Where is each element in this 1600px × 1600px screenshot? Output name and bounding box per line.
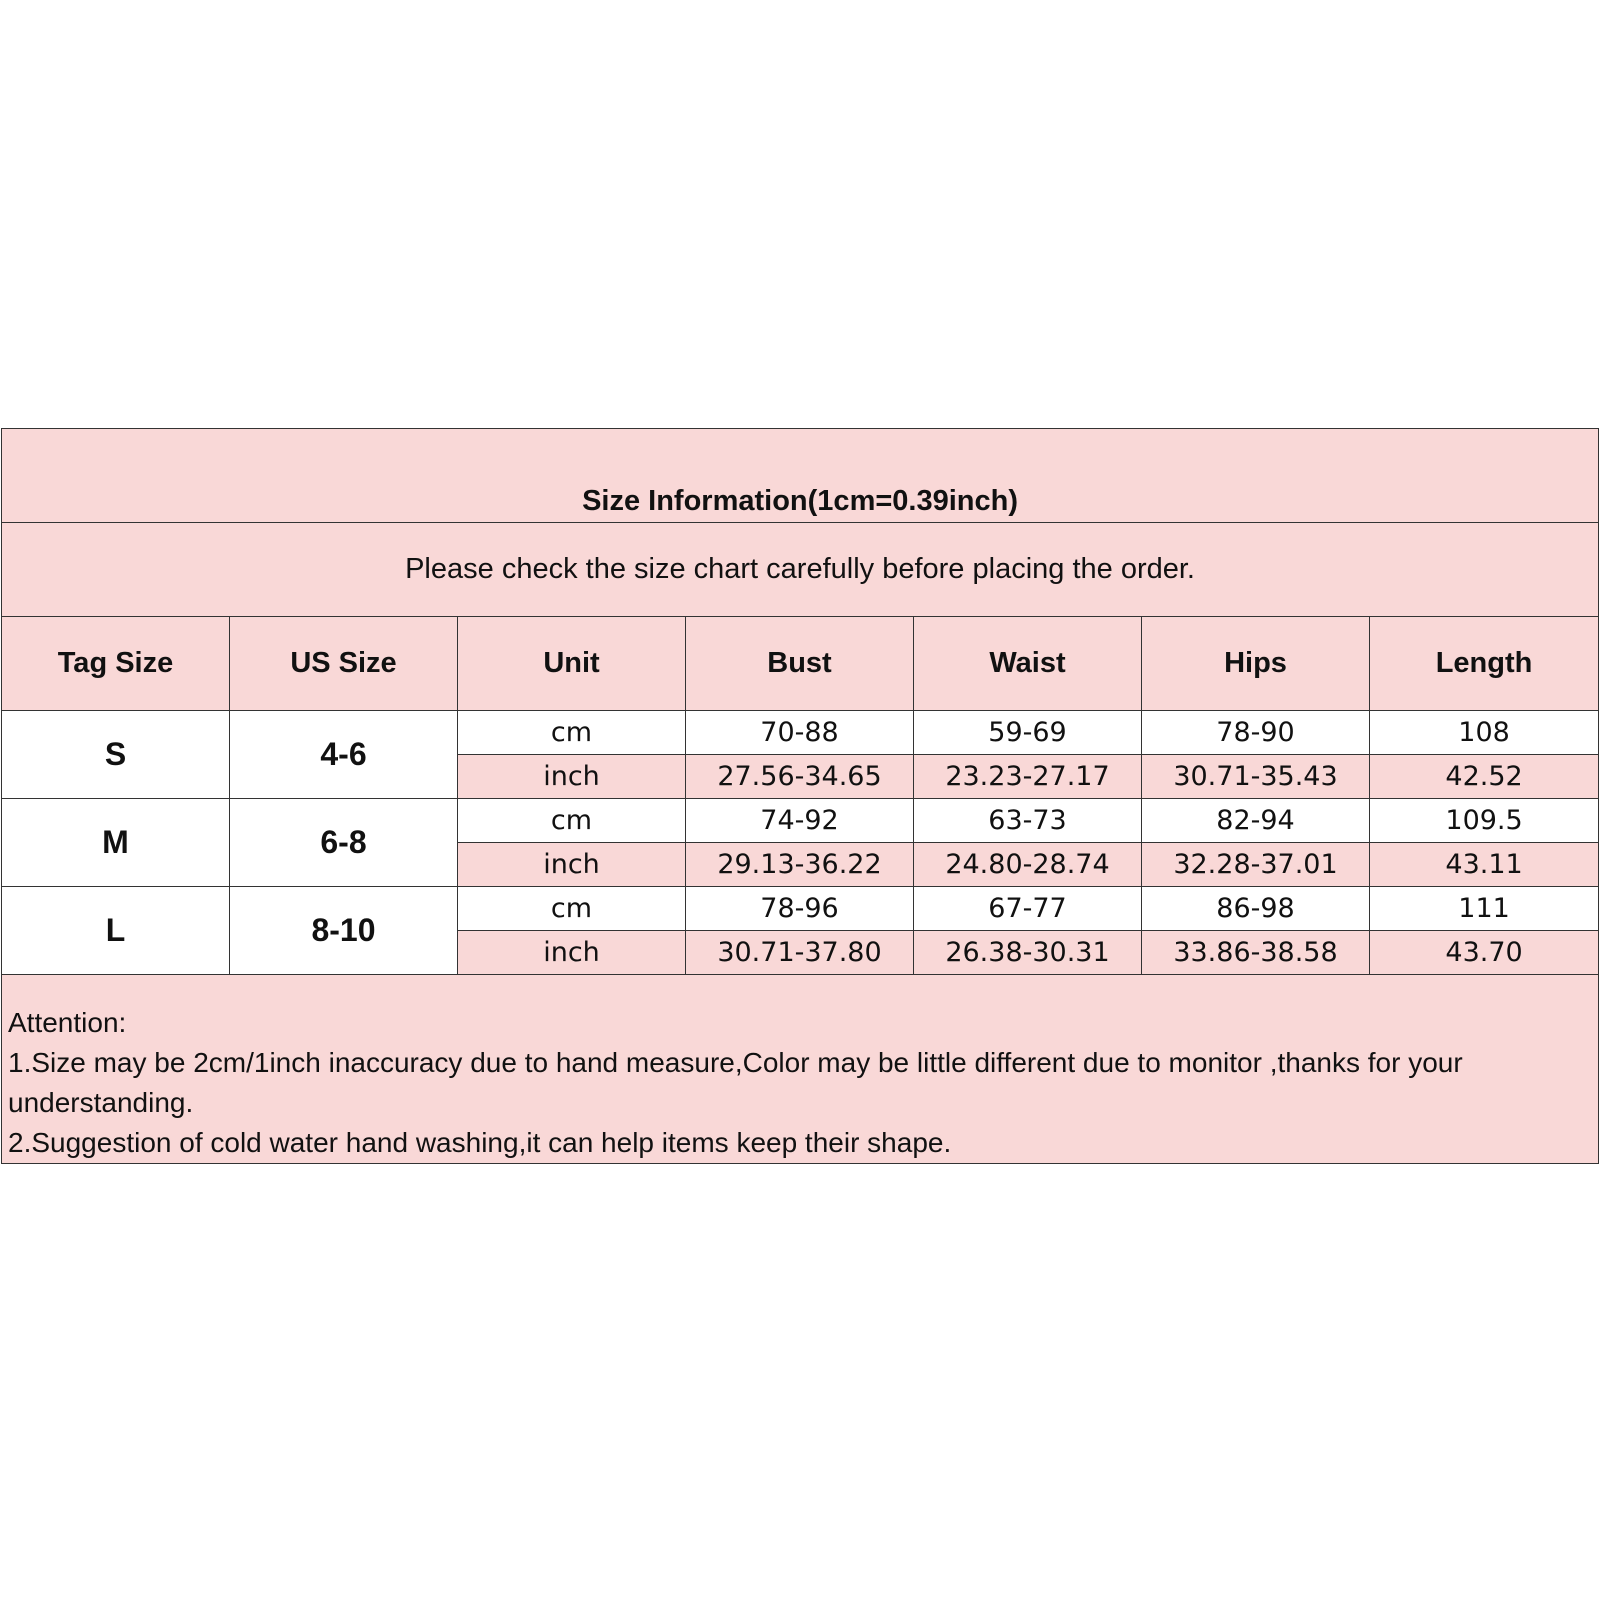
size-chart-table	[1, 428, 1599, 1164]
bust-cell: 29.13-36.22	[686, 843, 914, 887]
bust-cell: 30.71-37.80	[686, 931, 914, 975]
header-row	[2, 617, 1599, 711]
hips-cell: 82-94	[1142, 799, 1370, 843]
waist-cell: 59-69	[914, 711, 1142, 755]
tag-size-cell: S	[2, 711, 230, 799]
length-cell: 42.52	[1370, 755, 1599, 799]
size-note: Please check the size chart carefully before placing the order.	[2, 523, 1599, 617]
note-row	[2, 523, 1599, 617]
unit-cell: inch	[458, 843, 686, 887]
attention-heading: Attention:	[8, 1007, 127, 1038]
header-tag-size: Tag Size	[2, 617, 230, 711]
attention-block	[2, 975, 1599, 1164]
length-cell: 111	[1370, 887, 1599, 931]
unit-cell: inch	[458, 931, 686, 975]
length-cell: 43.11	[1370, 843, 1599, 887]
title-row	[2, 429, 1599, 523]
hips-cell: 86-98	[1142, 887, 1370, 931]
us-size-cell: 8-10	[230, 887, 458, 975]
hips-cell: 78-90	[1142, 711, 1370, 755]
attention-line-1: 1.Size may be 2cm/1inch inaccuracy due to hand measure,Color may be little different due to monitor ,thanks for your understanding.	[8, 1047, 1463, 1118]
header-hips: Hips	[1142, 617, 1370, 711]
tag-size-cell: M	[2, 799, 230, 887]
table-row	[2, 887, 1599, 931]
waist-cell: 63-73	[914, 799, 1142, 843]
us-size-cell: 4-6	[230, 711, 458, 799]
waist-cell: 24.80-28.74	[914, 843, 1142, 887]
bust-cell: 78-96	[686, 887, 914, 931]
waist-cell: 26.38-30.31	[914, 931, 1142, 975]
chart-title: Size Information(1cm=0.39inch)	[582, 485, 1018, 517]
us-size-cell: 6-8	[230, 799, 458, 887]
header-unit: Unit	[458, 617, 686, 711]
unit-cell: cm	[458, 799, 686, 843]
hips-cell: 33.86-38.58	[1142, 931, 1370, 975]
attention-row	[2, 975, 1599, 1164]
bust-cell: 27.56-34.65	[686, 755, 914, 799]
unit-cell: cm	[458, 711, 686, 755]
chart-title-cell	[2, 429, 1599, 523]
table-row	[2, 711, 1599, 755]
tag-size-cell: L	[2, 887, 230, 975]
header-waist: Waist	[914, 617, 1142, 711]
unit-cell: inch	[458, 755, 686, 799]
table-row	[2, 799, 1599, 843]
header-us-size: US Size	[230, 617, 458, 711]
hips-cell: 30.71-35.43	[1142, 755, 1370, 799]
waist-cell: 23.23-27.17	[914, 755, 1142, 799]
length-cell: 43.70	[1370, 931, 1599, 975]
waist-cell: 67-77	[914, 887, 1142, 931]
unit-cell: cm	[458, 887, 686, 931]
hips-cell: 32.28-37.01	[1142, 843, 1370, 887]
length-cell: 108	[1370, 711, 1599, 755]
attention-line-2: 2.Suggestion of cold water hand washing,it can help items keep their shape.	[8, 1127, 952, 1158]
header-length: Length	[1370, 617, 1599, 711]
header-bust: Bust	[686, 617, 914, 711]
length-cell: 109.5	[1370, 799, 1599, 843]
bust-cell: 74-92	[686, 799, 914, 843]
bust-cell: 70-88	[686, 711, 914, 755]
